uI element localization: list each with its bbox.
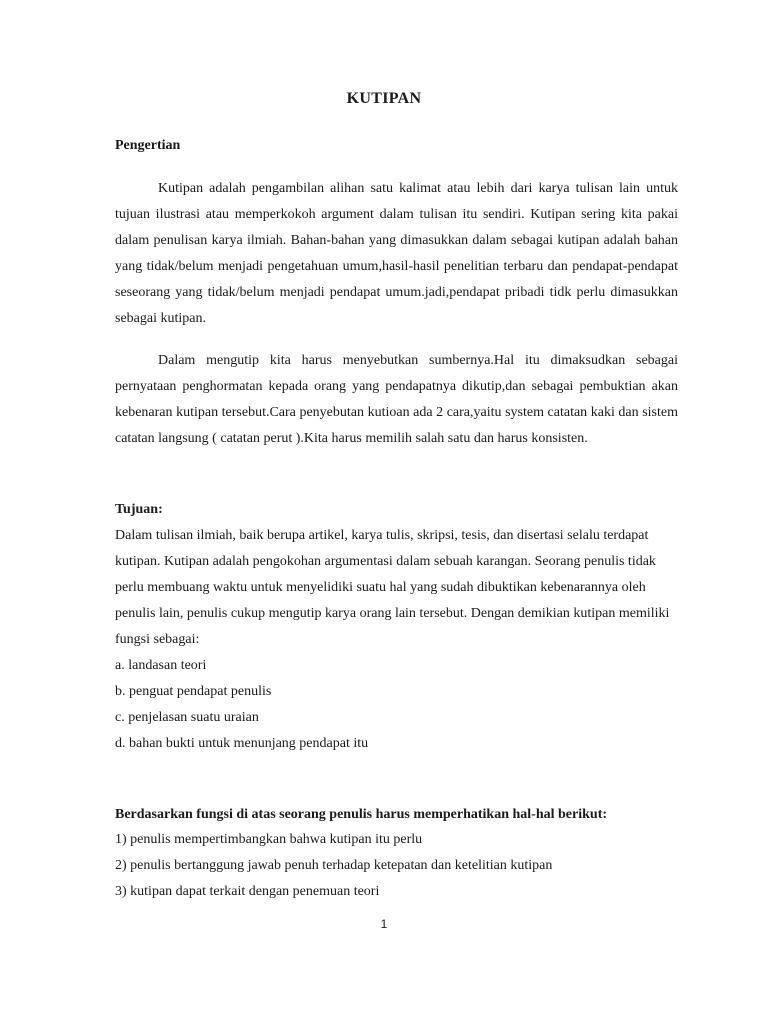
paragraph-pengertian-1: Kutipan adalah pengambilan alihan satu kalimat atau lebih dari karya tulisan lain untuk tujuan ilustrasi atau memperkokoh argument dalam tulisan itu sendiri. Kutipan sering kita pakai dalam penulisan karya ilmiah. Bahan-bahan yang dimasukkan dalam sebagai kutipan adalah bahan yang tidak/belum menjadi pengetahuan umum,hasil-hasil penelitian terbaru dan pendapat-pendapat seseorang yang tidak/belum menjadi pendapat umum.jadi,pendapat pribadi tidk perlu dimasukkan sebagai kutipan. (115, 181, 678, 326)
list-item: c. penjelasan suatu uraian (115, 710, 259, 725)
list-item: 1) penulis mempertimbangkan bahwa kutipan itu perlu (115, 832, 423, 847)
list-item: b. penguat pendapat penulis (115, 684, 272, 699)
list-item: a. landasan teori (115, 658, 207, 673)
heading-pengertian: Pengertian (115, 138, 181, 153)
list-item: 2) penulis bertanggung jawab penuh terhadap ketepatan dan ketelitian kutipan (115, 858, 553, 873)
list-hal-hal (115, 827, 678, 905)
page-number: 1 (380, 917, 388, 931)
list-fungsi (115, 653, 678, 757)
paragraph-tujuan: Dalam tulisan ilmiah, baik berupa artikel, karya tulis, skripsi, tesis, dan disertasi selalu terdapat kutipan. Kutipan adalah pengokohan argumentasi dalam sebuah karangan. Seorang penulis tidak perlu membuang waktu untuk menyelidiki suatu hal yang sudah dibuktikan kebenarannya oleh penulis lain, penulis cukup mengutip karya orang lain tersebut. Dengan demikian kutipan memiliki fungsi sebagai: (115, 528, 670, 647)
list-item: 3) kutipan dapat terkait dengan penemuan teori (115, 884, 380, 899)
heading-tujuan: Tujuan: (115, 502, 163, 517)
heading-berdasarkan: Berdasarkan fungsi di atas seorang penulis harus memperhatikan hal-hal berikut: (115, 807, 608, 822)
page-title: KUTIPAN (346, 90, 422, 107)
paragraph-pengertian-2: Dalam mengutip kita harus menyebutkan sumbernya.Hal itu dimaksudkan sebagai pernyataan penghormatan kepada orang yang pendapatnya dikutip,dan sebagai pembuktian akan kebenaran kutipan tersebut.Cara penyebutan kutioan ada 2 cara,yaitu system catatan kaki dan sistem catatan langsung ( catatan perut ).Kita harus memilih salah satu dan harus konsisten. (115, 353, 678, 446)
list-item: d. bahan bukti untuk menunjang pendapat itu (115, 736, 369, 751)
